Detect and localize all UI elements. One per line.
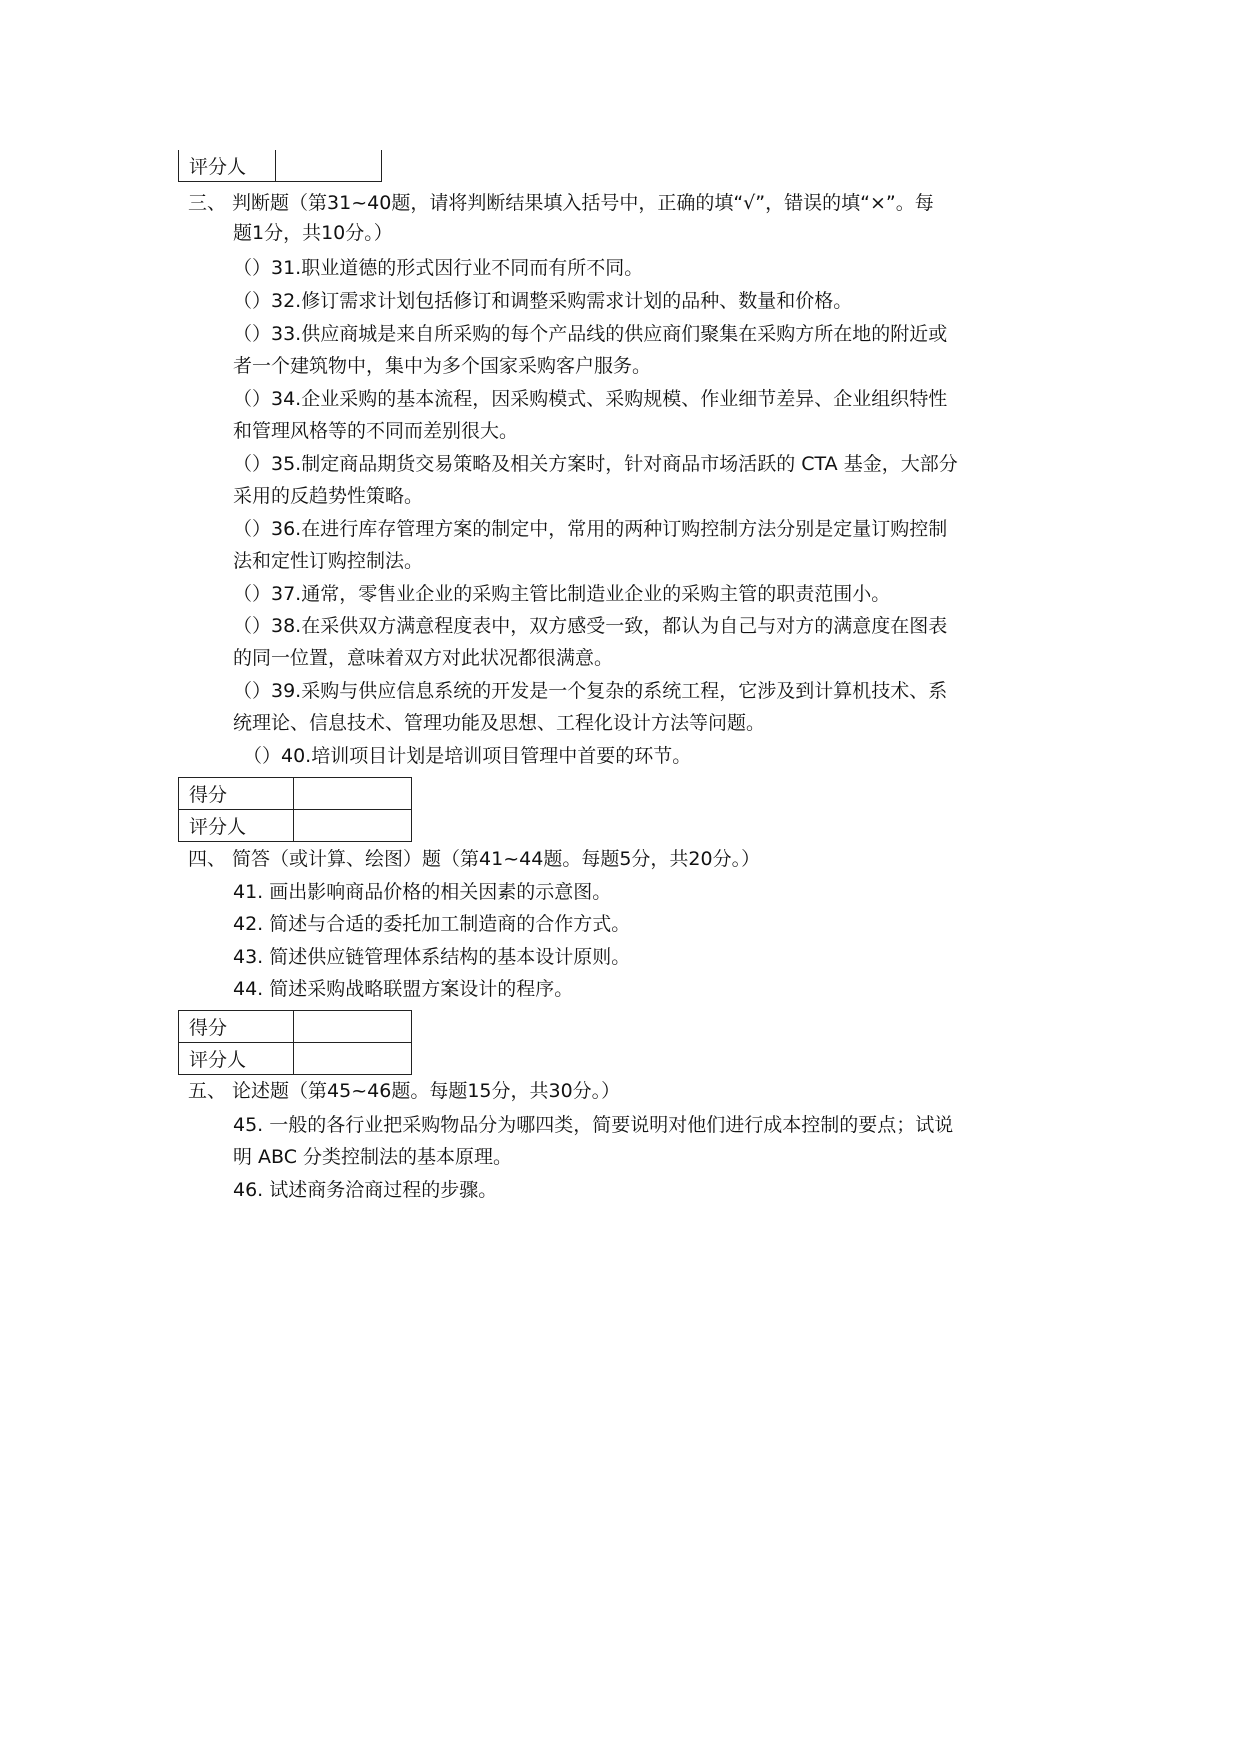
score-value-cell[interactable] (294, 1011, 412, 1043)
section4-heading: 四、 简答（或计算、绘图）题（第41~44题。每题5分，共20分。） (188, 848, 761, 870)
score-label: 得分 (179, 1011, 294, 1043)
grader-label: 评分人 (179, 1043, 294, 1075)
question-32: （）32.修订需求计划包括修订和调整采购需求计划的品种、数量和价格。 (233, 290, 853, 312)
question-31: （）31.职业道德的形式因行业不同而有所不同。 (233, 257, 644, 279)
question-43: 43. 简述供应链管理体系结构的基本设计原则。 (233, 946, 631, 968)
section3-heading-line2: 题1分，共10分。） (233, 222, 393, 244)
section3-heading-line1: 三、 判断题（第31~40题，请将判断结果填入括号中，正确的填“√”，错误的填“×”。每 (188, 192, 934, 214)
table-row (179, 1043, 412, 1075)
section5-heading: 五、 论述题（第45~46题。每题15分，共30分。） (188, 1080, 621, 1102)
question-38-cont: 的同一位置，意味着双方对此状况都很满意。 (233, 647, 614, 669)
score-value-cell[interactable] (294, 778, 412, 810)
table-row (179, 1011, 412, 1043)
grader-value-cell[interactable] (276, 150, 382, 182)
grader-value-cell[interactable] (294, 1043, 412, 1075)
question-35-cont: 采用的反趋势性策略。 (233, 485, 424, 507)
table-row (179, 778, 412, 810)
score-label: 得分 (179, 778, 294, 810)
question-36: （）36.在进行库存管理方案的制定中，常用的两种订购控制方法分别是定量订购控制 (233, 518, 948, 540)
question-35: （）35.制定商品期货交易策略及相关方案时，针对商品市场活跃的 CTA 基金，大部分 (233, 453, 958, 475)
question-40: （）40.培训项目计划是培训项目管理中首要的环节。 (243, 745, 692, 767)
score-table-section5 (178, 1010, 412, 1075)
question-39: （）39.采购与供应信息系统的开发是一个复杂的系统工程，它涉及到计算机技术、系 (233, 680, 948, 702)
question-45-cont: 明 ABC 分类控制法的基本原理。 (233, 1146, 513, 1168)
grader-label: 评分人 (179, 810, 294, 842)
question-42: 42. 简述与合适的委托加工制造商的合作方式。 (233, 913, 631, 935)
question-37: （）37.通常，零售业企业的采购主管比制造业企业的采购主管的职责范围小。 (233, 583, 891, 605)
table-row (179, 810, 412, 842)
score-table-section4 (178, 777, 412, 842)
question-39-cont: 统理论、信息技术、管理功能及思想、工程化设计方法等问题。 (233, 712, 766, 734)
question-44: 44. 简述采购战略联盟方案设计的程序。 (233, 978, 574, 1000)
question-34-cont: 和管理风格等的不同而差别很大。 (233, 420, 519, 442)
question-34: （）34.企业采购的基本流程，因采购模式、采购规模、作业细节差异、企业组织特性 (233, 388, 948, 410)
grader-value-cell[interactable] (294, 810, 412, 842)
grader-table-top (178, 150, 382, 182)
grader-label: 评分人 (179, 150, 276, 182)
question-33-cont: 者一个建筑物中，集中为多个国家采购客户服务。 (233, 355, 652, 377)
question-41: 41. 画出影响商品价格的相关因素的示意图。 (233, 881, 612, 903)
question-45: 45. 一般的各行业把采购物品分为哪四类，简要说明对他们进行成本控制的要点；试说 (233, 1114, 954, 1136)
question-33: （）33.供应商城是来自所采购的每个产品线的供应商们聚集在采购方所在地的附近或 (233, 323, 948, 345)
question-46: 46. 试述商务洽商过程的步骤。 (233, 1179, 498, 1201)
table-row (179, 150, 382, 182)
question-38: （）38.在采供双方满意程度表中，双方感受一致，都认为自己与对方的满意度在图表 (233, 615, 948, 637)
question-36-cont: 法和定性订购控制法。 (233, 550, 424, 572)
